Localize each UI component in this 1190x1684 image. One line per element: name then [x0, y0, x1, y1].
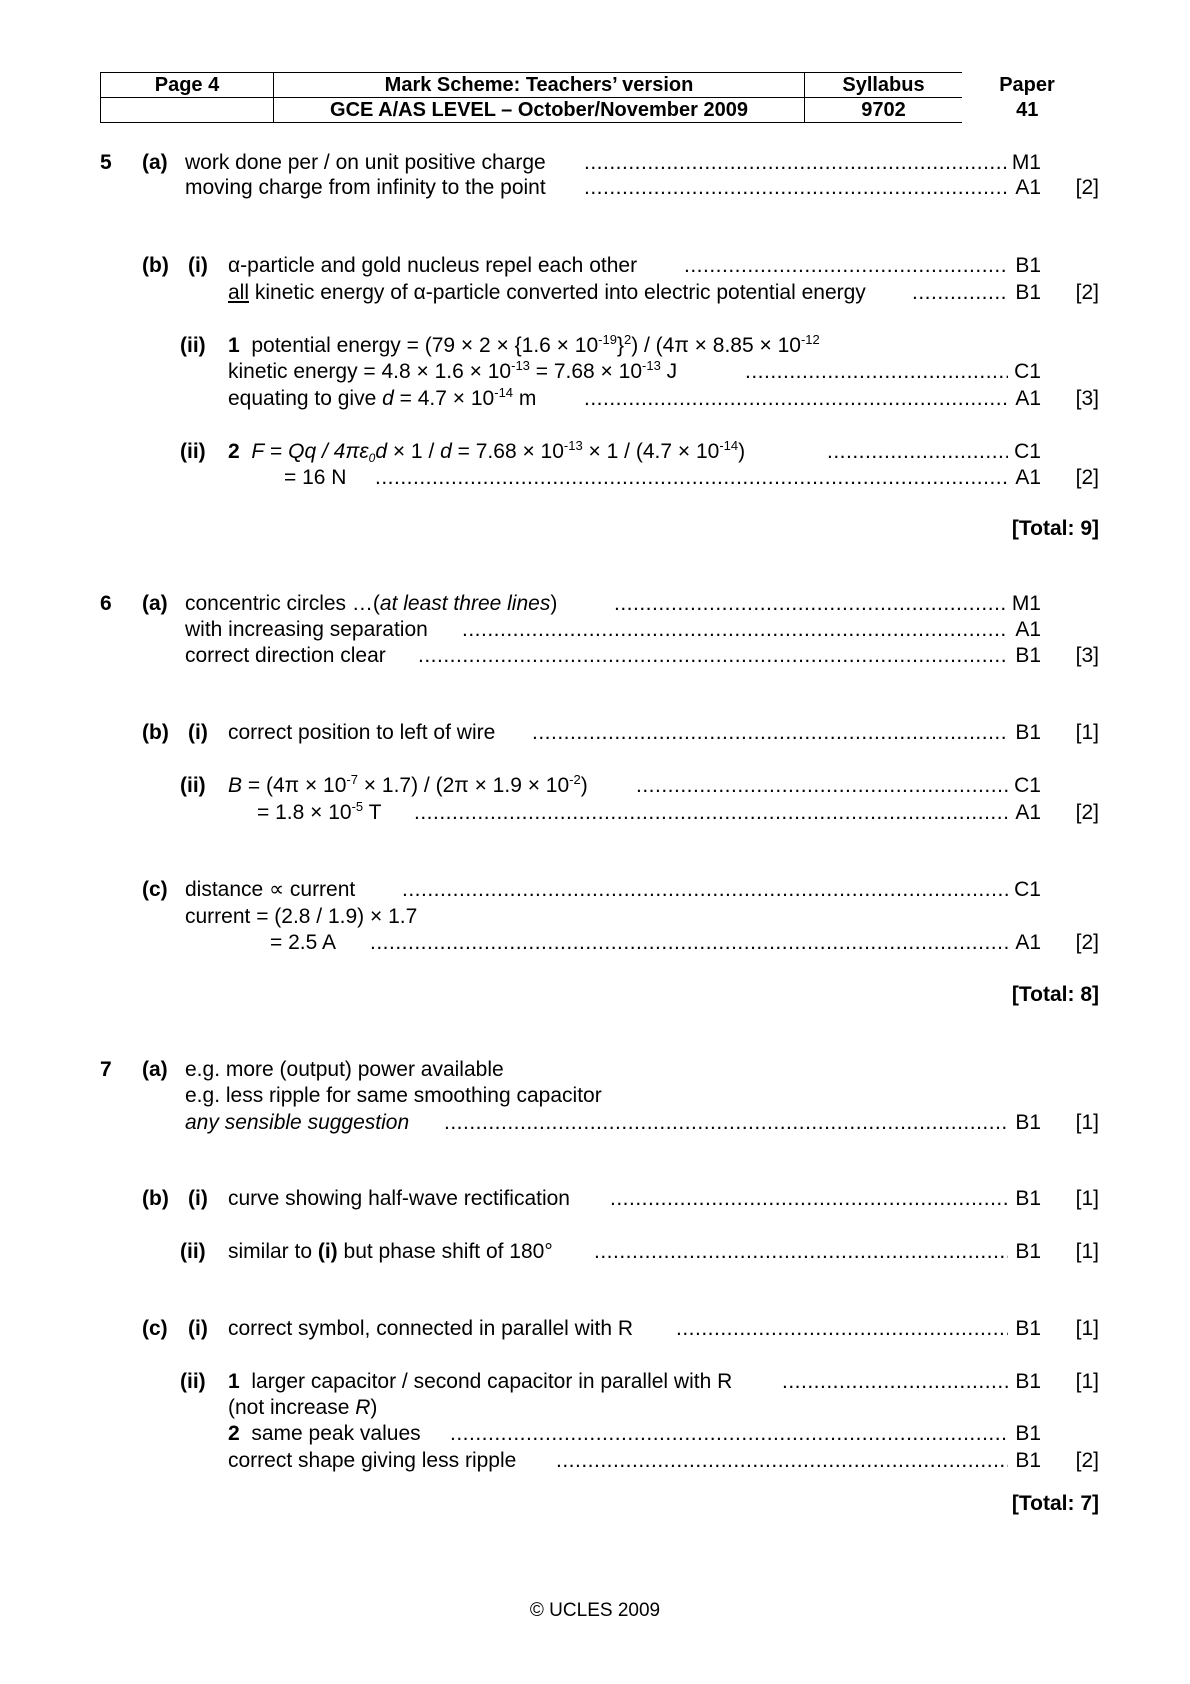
- mark-code: C1: [1014, 360, 1041, 383]
- part-label: (a): [142, 1058, 168, 1081]
- mark-code: B1: [1015, 1370, 1041, 1393]
- leader-dots: [418, 643, 1008, 669]
- leader-dots: [584, 386, 1008, 412]
- mark-total: [2]: [1075, 466, 1099, 489]
- question-number: 6: [100, 592, 112, 615]
- part-label: (b): [142, 254, 169, 277]
- question-number: 5: [100, 151, 112, 174]
- leader-dots: [684, 253, 1008, 279]
- leader-dots: [584, 150, 1008, 176]
- answer-line: kinetic energy = $4.8 \times 1.6 \times 10^{-13} = 7.68 \times 10^{-13}$ J: [228, 358, 678, 383]
- answer-line: 2 same peak values: [228, 1422, 421, 1445]
- subpart-label: (i): [188, 254, 208, 277]
- question-total: [Total: 9]: [1011, 517, 1099, 540]
- mark-code: B1: [1015, 1240, 1041, 1263]
- mark-total: [1]: [1075, 721, 1099, 744]
- mark-code: B1: [1015, 281, 1041, 304]
- mark-code: A1: [1015, 176, 1041, 199]
- mark-total: [1]: [1075, 1187, 1099, 1210]
- mark-total: [2]: [1075, 176, 1099, 199]
- leader-dots: [594, 1239, 1008, 1265]
- mark-code: A1: [1015, 466, 1041, 489]
- header-table: [100, 72, 1093, 123]
- leader-dots: [676, 1316, 1008, 1342]
- answer-line: with increasing separation: [185, 618, 428, 641]
- subpart-label: (i): [188, 1317, 208, 1340]
- answer-line: work done per / on unit positive charge: [185, 151, 546, 174]
- answer-line: α-particle and gold nucleus repel each other: [228, 254, 638, 277]
- leader-dots: [745, 359, 1008, 385]
- page-label: Page 4: [101, 73, 274, 98]
- answer-line: (not increase R): [228, 1396, 378, 1419]
- paper-number: 41: [1016, 99, 1039, 121]
- subpart-label: (ii): [180, 1240, 206, 1263]
- answer-line: correct symbol, connected in parallel with R: [228, 1317, 634, 1340]
- mark-total: [2]: [1075, 931, 1099, 954]
- leader-dots: [450, 1421, 1008, 1447]
- mark-total: [2]: [1075, 801, 1099, 824]
- mark-total: [1]: [1075, 1111, 1099, 1134]
- mark-total: [1]: [1075, 1370, 1099, 1393]
- mark-code: B1: [1015, 1187, 1041, 1210]
- part-label: (b): [142, 721, 169, 744]
- syllabus-code: 9702: [805, 98, 963, 123]
- answer-line: curve showing half-wave rectification: [228, 1187, 570, 1210]
- leader-dots: [610, 1186, 1008, 1212]
- leader-dots: [636, 773, 1008, 799]
- answer-line: = 16 N: [284, 466, 347, 489]
- answer-line: = $1.8 \times 10^{-5}$ T: [257, 799, 382, 824]
- syllabus-label: Syllabus: [805, 73, 963, 98]
- part-label: (a): [142, 592, 168, 615]
- question-number: 7: [100, 1058, 112, 1081]
- answer-line: $B = (4\pi \times 10^{-7} \times 1.7) / (2\pi \times 1.9 \times 10^{-2})$: [228, 772, 588, 797]
- answer-line: equating to give $d = 4.7 \times 10^{-14}$ m: [228, 385, 537, 410]
- answer-line: 1 larger capacitor / second capacitor in parallel with R: [228, 1370, 733, 1393]
- footer-copyright: © UCLES 2009: [529, 1600, 661, 1621]
- leader-dots: [414, 800, 1008, 826]
- question-total: [Total: 8]: [1011, 983, 1099, 1006]
- answer-line: any sensible suggestion: [185, 1111, 410, 1134]
- answer-line: current = (2.8 / 1.9) × 1.7: [185, 905, 418, 928]
- leader-dots: [532, 720, 1008, 746]
- answer-line: correct position to left of wire: [228, 721, 496, 744]
- header-subtitle: GCE A/AS LEVEL – October/November 2009: [274, 98, 805, 123]
- part-label: (a): [142, 151, 168, 174]
- answer-line: correct shape giving less ripple: [228, 1449, 517, 1472]
- answer-line: concentric circles …(at least three lines): [185, 592, 558, 615]
- mark-code: A1: [1015, 931, 1041, 954]
- leader-dots: [370, 930, 1008, 956]
- mark-code: C1: [1014, 440, 1041, 463]
- leader-dots: [584, 175, 1008, 201]
- question-total: [Total: 7]: [1011, 1492, 1099, 1515]
- mark-total: [3]: [1075, 644, 1099, 667]
- answer-line: 2 $F = Qq / 4\pi\varepsilon_0d \times 1 / d = 7.68 \times 10^{-13} \times 1 / (4.7 \times 10^{-14})$: [228, 438, 746, 465]
- paper-label: Paper: [999, 74, 1055, 96]
- subpart-label: (ii): [180, 774, 206, 797]
- leader-dots: [402, 877, 1008, 903]
- mark-code: B1: [1015, 644, 1041, 667]
- answer-line: similar to (i) but phase shift of 180°: [228, 1240, 553, 1263]
- answer-line: moving charge from infinity to the point: [185, 176, 546, 199]
- part-label: (c): [142, 1317, 168, 1340]
- subpart-label: (ii): [180, 1370, 206, 1393]
- header-title: Mark Scheme: Teachers’ version: [274, 73, 805, 98]
- subpart-label: (ii): [180, 440, 206, 463]
- part-label: (c): [142, 878, 168, 901]
- leader-dots: [782, 1369, 1008, 1395]
- answer-line: distance ∝ current: [185, 878, 356, 901]
- mark-total: [3]: [1075, 387, 1099, 410]
- mark-total: [1]: [1075, 1240, 1099, 1263]
- mark-code: A1: [1015, 618, 1041, 641]
- subpart-label: (i): [188, 721, 208, 744]
- mark-code: B1: [1015, 254, 1041, 277]
- mark-code: B1: [1015, 721, 1041, 744]
- mark-code: B1: [1015, 1111, 1041, 1134]
- mark-code: B1: [1015, 1449, 1041, 1472]
- leader-dots: [375, 465, 1008, 491]
- answer-line: = 2.5 A: [270, 931, 336, 954]
- leader-dots: [444, 1110, 1008, 1136]
- subpart-label: (i): [188, 1187, 208, 1210]
- mark-code: M1: [1011, 592, 1041, 615]
- answer-line: e.g. less ripple for same smoothing capacitor: [185, 1084, 602, 1107]
- leader-dots: [912, 280, 1008, 306]
- leader-dots: [614, 591, 1008, 617]
- mark-code: B1: [1015, 1422, 1041, 1445]
- mark-total: [2]: [1075, 281, 1099, 304]
- part-label: (b): [142, 1187, 169, 1210]
- mark-code: C1: [1014, 878, 1041, 901]
- answer-line: all kinetic energy of α-particle converted into electric potential energy: [228, 281, 866, 304]
- leader-dots: [827, 439, 1008, 465]
- subpart-label: (ii): [180, 334, 206, 357]
- mark-code: B1: [1015, 1317, 1041, 1340]
- leader-dots: [556, 1448, 1008, 1474]
- leader-dots: [462, 617, 1008, 643]
- answer-line: 1 potential energy = $(79 \times 2 \times \{1.6 \times 10^{-19}\}^2) / (4\pi \times 8.85 \times 10^{-12}$: [228, 332, 820, 357]
- mark-total: [2]: [1075, 1449, 1099, 1472]
- answer-line: correct direction clear: [185, 644, 386, 667]
- answer-line: e.g. more (output) power available: [185, 1058, 504, 1081]
- mark-code: A1: [1015, 387, 1041, 410]
- mark-code: M1: [1011, 151, 1041, 174]
- mark-code: C1: [1014, 774, 1041, 797]
- mark-total: [1]: [1075, 1317, 1099, 1340]
- mark-code: A1: [1015, 801, 1041, 824]
